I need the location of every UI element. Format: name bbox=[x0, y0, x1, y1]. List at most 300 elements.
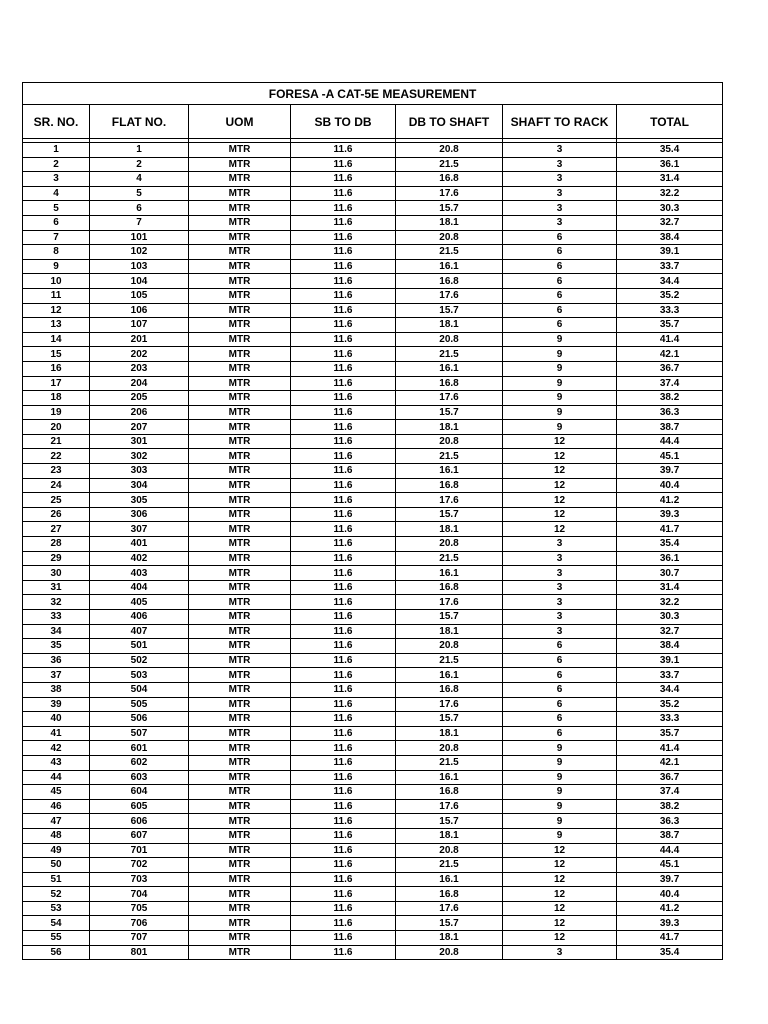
table-row bbox=[23, 172, 723, 187]
sb-to-db-cell: 11.6 bbox=[291, 478, 396, 493]
shaft-to-rack-cell: 9 bbox=[503, 814, 617, 829]
total-cell: 38.4 bbox=[617, 639, 723, 654]
flat-no-cell: 301 bbox=[90, 434, 189, 449]
sr-no-cell: 2 bbox=[23, 157, 90, 172]
table-row bbox=[23, 259, 723, 274]
flat-no-cell: 206 bbox=[90, 405, 189, 420]
sb-to-db-cell: 11.6 bbox=[291, 624, 396, 639]
uom-cell: MTR bbox=[189, 624, 291, 639]
shaft-to-rack-cell: 6 bbox=[503, 697, 617, 712]
flat-no-cell: 703 bbox=[90, 872, 189, 887]
shaft-to-rack-cell: 6 bbox=[503, 288, 617, 303]
uom-cell: MTR bbox=[189, 770, 291, 785]
sr-no-cell: 43 bbox=[23, 755, 90, 770]
total-cell: 35.7 bbox=[617, 726, 723, 741]
shaft-to-rack-cell: 12 bbox=[503, 887, 617, 902]
total-cell: 40.4 bbox=[617, 478, 723, 493]
uom-cell: MTR bbox=[189, 566, 291, 581]
sr-no-cell: 17 bbox=[23, 376, 90, 391]
total-cell: 35.4 bbox=[617, 945, 723, 960]
table-row bbox=[23, 682, 723, 697]
total-cell: 38.4 bbox=[617, 230, 723, 245]
sb-to-db-cell: 11.6 bbox=[291, 172, 396, 187]
sr-no-cell: 20 bbox=[23, 420, 90, 435]
sr-no-cell: 38 bbox=[23, 682, 90, 697]
uom-cell: MTR bbox=[189, 215, 291, 230]
shaft-to-rack-cell: 6 bbox=[503, 726, 617, 741]
table-row bbox=[23, 507, 723, 522]
db-to-shaft-cell: 18.1 bbox=[396, 420, 503, 435]
total-cell: 41.4 bbox=[617, 741, 723, 756]
shaft-to-rack-cell: 6 bbox=[503, 682, 617, 697]
uom-cell: MTR bbox=[189, 522, 291, 537]
sb-to-db-cell: 11.6 bbox=[291, 668, 396, 683]
flat-no-cell: 404 bbox=[90, 580, 189, 595]
shaft-to-rack-cell: 12 bbox=[503, 872, 617, 887]
sb-to-db-cell: 11.6 bbox=[291, 522, 396, 537]
sr-no-cell: 6 bbox=[23, 215, 90, 230]
flat-no-cell: 801 bbox=[90, 945, 189, 960]
uom-cell: MTR bbox=[189, 157, 291, 172]
total-cell: 36.7 bbox=[617, 361, 723, 376]
flat-no-cell: 503 bbox=[90, 668, 189, 683]
flat-no-cell: 5 bbox=[90, 186, 189, 201]
uom-cell: MTR bbox=[189, 828, 291, 843]
total-cell: 37.4 bbox=[617, 376, 723, 391]
shaft-to-rack-cell: 9 bbox=[503, 799, 617, 814]
db-to-shaft-cell: 18.1 bbox=[396, 828, 503, 843]
sb-to-db-cell: 11.6 bbox=[291, 785, 396, 800]
sb-to-db-cell: 11.6 bbox=[291, 288, 396, 303]
flat-no-cell: 303 bbox=[90, 464, 189, 479]
db-to-shaft-cell: 21.5 bbox=[396, 755, 503, 770]
measurement-table bbox=[22, 82, 723, 960]
flat-no-cell: 103 bbox=[90, 259, 189, 274]
uom-cell: MTR bbox=[189, 318, 291, 333]
flat-no-cell: 501 bbox=[90, 639, 189, 654]
table-row bbox=[23, 770, 723, 785]
total-cell: 42.1 bbox=[617, 755, 723, 770]
table-row bbox=[23, 537, 723, 552]
total-cell: 33.3 bbox=[617, 303, 723, 318]
shaft-to-rack-cell: 6 bbox=[503, 230, 617, 245]
table-row bbox=[23, 245, 723, 260]
flat-no-cell: 702 bbox=[90, 858, 189, 873]
flat-no-cell: 605 bbox=[90, 799, 189, 814]
shaft-to-rack-cell: 6 bbox=[503, 274, 617, 289]
total-cell: 32.2 bbox=[617, 186, 723, 201]
sr-no-cell: 10 bbox=[23, 274, 90, 289]
shaft-to-rack-cell: 3 bbox=[503, 624, 617, 639]
db-to-shaft-cell: 20.8 bbox=[396, 332, 503, 347]
uom-cell: MTR bbox=[189, 945, 291, 960]
sb-to-db-cell: 11.6 bbox=[291, 887, 396, 902]
db-to-shaft-cell: 21.5 bbox=[396, 653, 503, 668]
uom-cell: MTR bbox=[189, 172, 291, 187]
total-cell: 30.3 bbox=[617, 610, 723, 625]
uom-cell: MTR bbox=[189, 507, 291, 522]
shaft-to-rack-cell: 3 bbox=[503, 215, 617, 230]
sr-no-cell: 46 bbox=[23, 799, 90, 814]
table-row bbox=[23, 814, 723, 829]
db-to-shaft-cell: 16.8 bbox=[396, 682, 503, 697]
flat-no-cell: 701 bbox=[90, 843, 189, 858]
shaft-to-rack-cell: 9 bbox=[503, 770, 617, 785]
total-cell: 31.4 bbox=[617, 172, 723, 187]
flat-no-cell: 606 bbox=[90, 814, 189, 829]
sr-no-cell: 37 bbox=[23, 668, 90, 683]
sr-no-cell: 48 bbox=[23, 828, 90, 843]
uom-cell: MTR bbox=[189, 682, 291, 697]
sb-to-db-cell: 11.6 bbox=[291, 318, 396, 333]
sb-to-db-cell: 11.6 bbox=[291, 405, 396, 420]
table-row bbox=[23, 785, 723, 800]
table-row bbox=[23, 916, 723, 931]
db-to-shaft-cell: 15.7 bbox=[396, 814, 503, 829]
uom-cell: MTR bbox=[189, 755, 291, 770]
total-cell: 38.7 bbox=[617, 420, 723, 435]
sb-to-db-cell: 11.6 bbox=[291, 712, 396, 727]
table-row bbox=[23, 624, 723, 639]
shaft-to-rack-cell: 9 bbox=[503, 755, 617, 770]
uom-cell: MTR bbox=[189, 712, 291, 727]
shaft-to-rack-cell: 3 bbox=[503, 551, 617, 566]
sb-to-db-cell: 11.6 bbox=[291, 639, 396, 654]
sr-no-cell: 47 bbox=[23, 814, 90, 829]
sr-no-cell: 12 bbox=[23, 303, 90, 318]
uom-cell: MTR bbox=[189, 361, 291, 376]
flat-no-cell: 601 bbox=[90, 741, 189, 756]
sb-to-db-cell: 11.6 bbox=[291, 770, 396, 785]
uom-cell: MTR bbox=[189, 668, 291, 683]
db-to-shaft-cell: 18.1 bbox=[396, 318, 503, 333]
table-row bbox=[23, 318, 723, 333]
total-cell: 39.1 bbox=[617, 245, 723, 260]
uom-cell: MTR bbox=[189, 799, 291, 814]
flat-no-cell: 507 bbox=[90, 726, 189, 741]
shaft-to-rack-cell: 12 bbox=[503, 858, 617, 873]
sr-no-cell: 42 bbox=[23, 741, 90, 756]
db-to-shaft-cell: 17.6 bbox=[396, 391, 503, 406]
sr-no-cell: 5 bbox=[23, 201, 90, 216]
uom-cell: MTR bbox=[189, 303, 291, 318]
sr-no-cell: 19 bbox=[23, 405, 90, 420]
total-cell: 31.4 bbox=[617, 580, 723, 595]
sb-to-db-cell: 11.6 bbox=[291, 653, 396, 668]
sb-to-db-cell: 11.6 bbox=[291, 376, 396, 391]
total-cell: 35.4 bbox=[617, 143, 723, 158]
sb-to-db-cell: 11.6 bbox=[291, 303, 396, 318]
flat-no-cell: 401 bbox=[90, 537, 189, 552]
table-row bbox=[23, 405, 723, 420]
sb-to-db-cell: 11.6 bbox=[291, 682, 396, 697]
header-sb-to-db: SB TO DB bbox=[291, 105, 396, 139]
total-cell: 36.3 bbox=[617, 814, 723, 829]
table-row bbox=[23, 755, 723, 770]
db-to-shaft-cell: 17.6 bbox=[396, 595, 503, 610]
sb-to-db-cell: 11.6 bbox=[291, 610, 396, 625]
sr-no-cell: 33 bbox=[23, 610, 90, 625]
sr-no-cell: 3 bbox=[23, 172, 90, 187]
table-row bbox=[23, 434, 723, 449]
sb-to-db-cell: 11.6 bbox=[291, 245, 396, 260]
flat-no-cell: 106 bbox=[90, 303, 189, 318]
sr-no-cell: 45 bbox=[23, 785, 90, 800]
db-to-shaft-cell: 20.8 bbox=[396, 945, 503, 960]
uom-cell: MTR bbox=[189, 391, 291, 406]
total-cell: 44.4 bbox=[617, 843, 723, 858]
flat-no-cell: 406 bbox=[90, 610, 189, 625]
db-to-shaft-cell: 21.5 bbox=[396, 245, 503, 260]
uom-cell: MTR bbox=[189, 901, 291, 916]
flat-no-cell: 201 bbox=[90, 332, 189, 347]
table-row bbox=[23, 668, 723, 683]
flat-no-cell: 107 bbox=[90, 318, 189, 333]
flat-no-cell: 306 bbox=[90, 507, 189, 522]
flat-no-cell: 6 bbox=[90, 201, 189, 216]
sb-to-db-cell: 11.6 bbox=[291, 872, 396, 887]
sb-to-db-cell: 11.6 bbox=[291, 230, 396, 245]
db-to-shaft-cell: 16.1 bbox=[396, 668, 503, 683]
shaft-to-rack-cell: 12 bbox=[503, 843, 617, 858]
table-row bbox=[23, 274, 723, 289]
sr-no-cell: 22 bbox=[23, 449, 90, 464]
uom-cell: MTR bbox=[189, 245, 291, 260]
uom-cell: MTR bbox=[189, 143, 291, 158]
db-to-shaft-cell: 17.6 bbox=[396, 697, 503, 712]
total-cell: 39.1 bbox=[617, 653, 723, 668]
table-row bbox=[23, 945, 723, 960]
table-row bbox=[23, 828, 723, 843]
flat-no-cell: 205 bbox=[90, 391, 189, 406]
flat-no-cell: 607 bbox=[90, 828, 189, 843]
db-to-shaft-cell: 18.1 bbox=[396, 522, 503, 537]
shaft-to-rack-cell: 12 bbox=[503, 931, 617, 946]
total-cell: 36.3 bbox=[617, 405, 723, 420]
total-cell: 38.7 bbox=[617, 828, 723, 843]
flat-no-cell: 502 bbox=[90, 653, 189, 668]
flat-no-cell: 202 bbox=[90, 347, 189, 362]
flat-no-cell: 305 bbox=[90, 493, 189, 508]
flat-no-cell: 403 bbox=[90, 566, 189, 581]
table-row bbox=[23, 595, 723, 610]
uom-cell: MTR bbox=[189, 741, 291, 756]
total-cell: 34.4 bbox=[617, 274, 723, 289]
shaft-to-rack-cell: 9 bbox=[503, 376, 617, 391]
uom-cell: MTR bbox=[189, 785, 291, 800]
sb-to-db-cell: 11.6 bbox=[291, 391, 396, 406]
flat-no-cell: 2 bbox=[90, 157, 189, 172]
uom-cell: MTR bbox=[189, 230, 291, 245]
db-to-shaft-cell: 15.7 bbox=[396, 712, 503, 727]
db-to-shaft-cell: 21.5 bbox=[396, 157, 503, 172]
table-row bbox=[23, 464, 723, 479]
measurement-sheet bbox=[22, 82, 722, 960]
sb-to-db-cell: 11.6 bbox=[291, 157, 396, 172]
total-cell: 39.7 bbox=[617, 464, 723, 479]
db-to-shaft-cell: 20.8 bbox=[396, 230, 503, 245]
shaft-to-rack-cell: 6 bbox=[503, 259, 617, 274]
sb-to-db-cell: 11.6 bbox=[291, 595, 396, 610]
flat-no-cell: 203 bbox=[90, 361, 189, 376]
table-row bbox=[23, 726, 723, 741]
total-cell: 41.2 bbox=[617, 493, 723, 508]
total-cell: 35.2 bbox=[617, 288, 723, 303]
sr-no-cell: 52 bbox=[23, 887, 90, 902]
uom-cell: MTR bbox=[189, 726, 291, 741]
table-row bbox=[23, 653, 723, 668]
total-cell: 40.4 bbox=[617, 887, 723, 902]
table-row bbox=[23, 872, 723, 887]
sb-to-db-cell: 11.6 bbox=[291, 507, 396, 522]
db-to-shaft-cell: 16.1 bbox=[396, 872, 503, 887]
sb-to-db-cell: 11.6 bbox=[291, 945, 396, 960]
flat-no-cell: 604 bbox=[90, 785, 189, 800]
db-to-shaft-cell: 17.6 bbox=[396, 186, 503, 201]
sb-to-db-cell: 11.6 bbox=[291, 332, 396, 347]
table-row bbox=[23, 391, 723, 406]
sr-no-cell: 25 bbox=[23, 493, 90, 508]
table-row bbox=[23, 580, 723, 595]
sr-no-cell: 14 bbox=[23, 332, 90, 347]
db-to-shaft-cell: 15.7 bbox=[396, 507, 503, 522]
flat-no-cell: 302 bbox=[90, 449, 189, 464]
sr-no-cell: 26 bbox=[23, 507, 90, 522]
shaft-to-rack-cell: 9 bbox=[503, 332, 617, 347]
flat-no-cell: 207 bbox=[90, 420, 189, 435]
table-row bbox=[23, 361, 723, 376]
flat-no-cell: 506 bbox=[90, 712, 189, 727]
sr-no-cell: 1 bbox=[23, 143, 90, 158]
sr-no-cell: 30 bbox=[23, 566, 90, 581]
uom-cell: MTR bbox=[189, 201, 291, 216]
shaft-to-rack-cell: 6 bbox=[503, 653, 617, 668]
sb-to-db-cell: 11.6 bbox=[291, 259, 396, 274]
db-to-shaft-cell: 18.1 bbox=[396, 931, 503, 946]
table-row bbox=[23, 186, 723, 201]
db-to-shaft-cell: 16.8 bbox=[396, 785, 503, 800]
db-to-shaft-cell: 16.8 bbox=[396, 172, 503, 187]
db-to-shaft-cell: 16.1 bbox=[396, 770, 503, 785]
uom-cell: MTR bbox=[189, 464, 291, 479]
header-sr-no: SR. NO. bbox=[23, 105, 90, 139]
sr-no-cell: 39 bbox=[23, 697, 90, 712]
sr-no-cell: 11 bbox=[23, 288, 90, 303]
table-row bbox=[23, 347, 723, 362]
table-row bbox=[23, 858, 723, 873]
uom-cell: MTR bbox=[189, 551, 291, 566]
sr-no-cell: 56 bbox=[23, 945, 90, 960]
flat-no-cell: 204 bbox=[90, 376, 189, 391]
table-row bbox=[23, 522, 723, 537]
db-to-shaft-cell: 20.8 bbox=[396, 741, 503, 756]
db-to-shaft-cell: 16.1 bbox=[396, 361, 503, 376]
table-row bbox=[23, 478, 723, 493]
sr-no-cell: 27 bbox=[23, 522, 90, 537]
db-to-shaft-cell: 15.7 bbox=[396, 303, 503, 318]
db-to-shaft-cell: 21.5 bbox=[396, 449, 503, 464]
sr-no-cell: 21 bbox=[23, 434, 90, 449]
sb-to-db-cell: 11.6 bbox=[291, 828, 396, 843]
total-cell: 41.7 bbox=[617, 931, 723, 946]
flat-no-cell: 504 bbox=[90, 682, 189, 697]
shaft-to-rack-cell: 6 bbox=[503, 712, 617, 727]
db-to-shaft-cell: 15.7 bbox=[396, 405, 503, 420]
table-row bbox=[23, 566, 723, 581]
flat-no-cell: 405 bbox=[90, 595, 189, 610]
db-to-shaft-cell: 17.6 bbox=[396, 493, 503, 508]
total-cell: 35.2 bbox=[617, 697, 723, 712]
table-row bbox=[23, 610, 723, 625]
sr-no-cell: 54 bbox=[23, 916, 90, 931]
db-to-shaft-cell: 16.8 bbox=[396, 274, 503, 289]
flat-no-cell: 603 bbox=[90, 770, 189, 785]
sr-no-cell: 13 bbox=[23, 318, 90, 333]
sb-to-db-cell: 11.6 bbox=[291, 843, 396, 858]
sb-to-db-cell: 11.6 bbox=[291, 755, 396, 770]
flat-no-cell: 707 bbox=[90, 931, 189, 946]
shaft-to-rack-cell: 9 bbox=[503, 741, 617, 756]
uom-cell: MTR bbox=[189, 858, 291, 873]
uom-cell: MTR bbox=[189, 887, 291, 902]
table-row bbox=[23, 449, 723, 464]
sb-to-db-cell: 11.6 bbox=[291, 931, 396, 946]
title-row bbox=[23, 83, 723, 105]
sb-to-db-cell: 11.6 bbox=[291, 493, 396, 508]
sr-no-cell: 4 bbox=[23, 186, 90, 201]
sr-no-cell: 34 bbox=[23, 624, 90, 639]
sr-no-cell: 35 bbox=[23, 639, 90, 654]
shaft-to-rack-cell: 9 bbox=[503, 420, 617, 435]
header-shaft-to-rack: SHAFT TO RACK bbox=[503, 105, 617, 139]
sb-to-db-cell: 11.6 bbox=[291, 215, 396, 230]
sr-no-cell: 49 bbox=[23, 843, 90, 858]
db-to-shaft-cell: 15.7 bbox=[396, 201, 503, 216]
sb-to-db-cell: 11.6 bbox=[291, 916, 396, 931]
table-row bbox=[23, 551, 723, 566]
sb-to-db-cell: 11.6 bbox=[291, 464, 396, 479]
uom-cell: MTR bbox=[189, 405, 291, 420]
db-to-shaft-cell: 16.1 bbox=[396, 566, 503, 581]
sb-to-db-cell: 11.6 bbox=[291, 186, 396, 201]
shaft-to-rack-cell: 12 bbox=[503, 493, 617, 508]
flat-no-cell: 307 bbox=[90, 522, 189, 537]
table-row bbox=[23, 901, 723, 916]
uom-cell: MTR bbox=[189, 420, 291, 435]
sb-to-db-cell: 11.6 bbox=[291, 901, 396, 916]
shaft-to-rack-cell: 12 bbox=[503, 916, 617, 931]
total-cell: 41.2 bbox=[617, 901, 723, 916]
uom-cell: MTR bbox=[189, 478, 291, 493]
flat-no-cell: 704 bbox=[90, 887, 189, 902]
uom-cell: MTR bbox=[189, 347, 291, 362]
total-cell: 33.3 bbox=[617, 712, 723, 727]
uom-cell: MTR bbox=[189, 376, 291, 391]
flat-no-cell: 102 bbox=[90, 245, 189, 260]
total-cell: 32.7 bbox=[617, 215, 723, 230]
uom-cell: MTR bbox=[189, 653, 291, 668]
sb-to-db-cell: 11.6 bbox=[291, 799, 396, 814]
total-cell: 45.1 bbox=[617, 858, 723, 873]
db-to-shaft-cell: 16.8 bbox=[396, 580, 503, 595]
shaft-to-rack-cell: 12 bbox=[503, 522, 617, 537]
uom-cell: MTR bbox=[189, 493, 291, 508]
sr-no-cell: 40 bbox=[23, 712, 90, 727]
db-to-shaft-cell: 20.8 bbox=[396, 537, 503, 552]
uom-cell: MTR bbox=[189, 610, 291, 625]
total-cell: 30.3 bbox=[617, 201, 723, 216]
db-to-shaft-cell: 16.8 bbox=[396, 376, 503, 391]
